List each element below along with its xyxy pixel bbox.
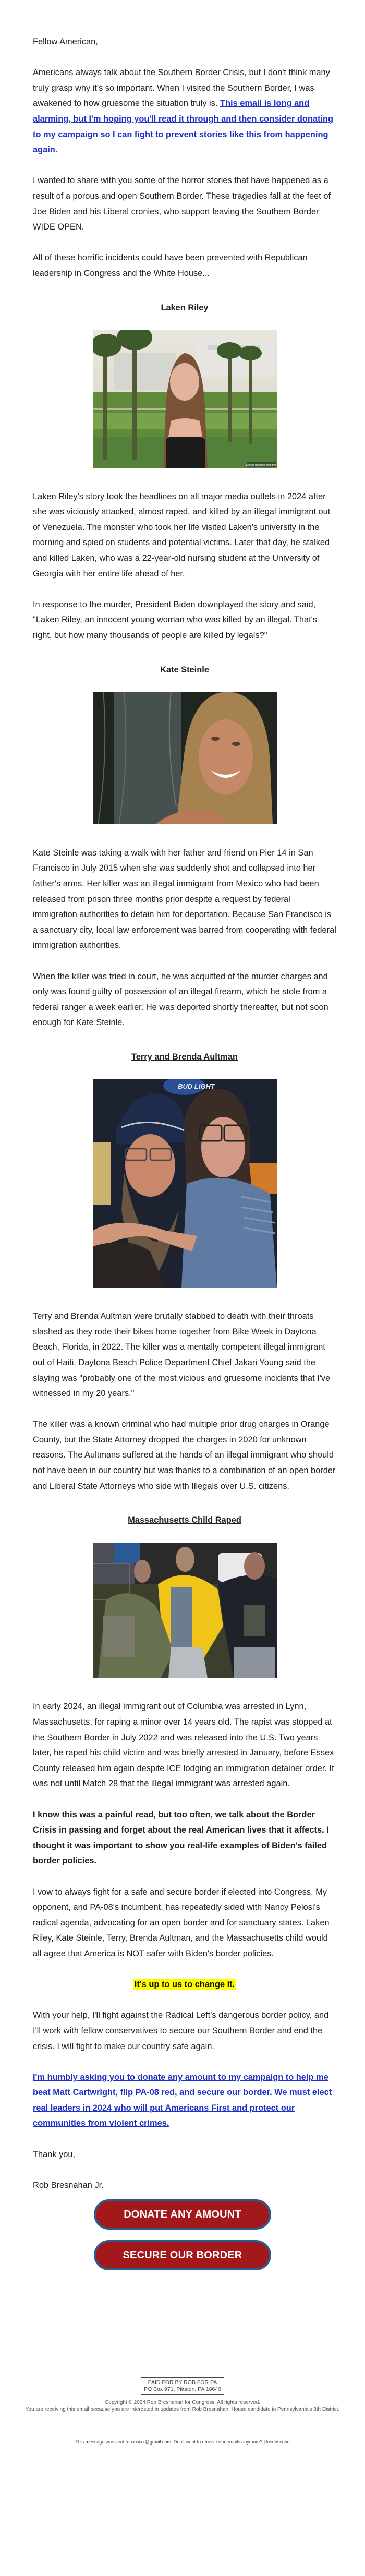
ask-paragraph xyxy=(33,2070,336,2132)
vow-paragraph: I vow to always fight for a safe and secure border if elected into Congress. My opponent, and PA-08's incumbent, has repeatedly sided with Nancy Pelosi's radical agenda, advocating for an open border and for sanctuary states. Laken Riley, Kate Steinle, Terry, Brenda Aultman, and the Massachusetts child would all agree that America is NOT safer with Biden's border policies. xyxy=(33,1887,330,1958)
prevented-paragraph: All of these horrific incidents could have been prevented with Republican leadership in Congress and the White House... xyxy=(33,253,308,278)
photo-credit: Kassar Rogers/Sofiandme xyxy=(246,464,276,467)
laken-riley-photo xyxy=(93,330,277,468)
horror-paragraph: I wanted to share with you some of the horror stories that have happened as a result of a porous and open Southern Border. These tragedies fall at the feet of Joe Biden and his Liberal cronies, who support leaving the Southern Border WIDE OPEN. xyxy=(33,176,331,232)
aultman-image xyxy=(93,1079,277,1288)
intro-donate-link[interactable]: This email is long and alarming, but I'm hoping you'll read it through and then consider donating to my campaign so I can fight to prevent stories like this from happening again. xyxy=(33,99,334,155)
laken-riley-image xyxy=(93,330,277,468)
unsubscribe-link[interactable]: Unsubscribe xyxy=(263,2439,290,2445)
kate-steinle-paragraph-2: When the killer was tried in court, he was acquitted of the murder charges and only was found guilty of possession of an illegal firearm, which he stole from a federal ranger a week earlier. He was deported shortly thereafter, but not soon enough for Kate Steinle. xyxy=(33,971,328,1028)
story-photo-kate-steinle-wrap xyxy=(33,692,336,830)
bottom-spacer xyxy=(0,2446,365,2576)
story-photo-laken-riley-wrap xyxy=(33,330,336,474)
laken-riley-paragraph-1: Laken Riley's story took the headlines on all major media outlets in 2024 after she was viciously attacked, almost raped, and killed by an illegal immigrant out of Venezuela. The monster who took her life visited Laken's university in the morning and spied on students and potential victims. Later that day, he stalked and killed Laken, who was a 22-year-old nursing student at the University of Georgia with her entire life ahead of her. xyxy=(33,491,331,579)
massachusetts-paragraph-1: In early 2024, an illegal immigrant out of Columbia was arrested in Lynn, Massachusetts, for raping a minor over 14 years old. The rapist was stopped at the Southern Border in July 2022 and was released into the U.S. Two years later, he raped his child victim and was briefly arrested in January, before Essex County released him again despite ICE lodging an immigration detainer order. It was not until Match 28 that the illegal immigrant was arrested again. xyxy=(33,1702,334,1789)
aultman-photo xyxy=(93,1079,277,1288)
story-heading-aultman: Terry and Brenda Aultman xyxy=(131,1052,238,1062)
secure-our-border-button[interactable]: SECURE OUR BORDER xyxy=(94,2240,271,2270)
aultman-paragraph-1: Terry and Brenda Aultman were brutally stabbed to death with their throats slashed as they rode their bikes home together from Bike Week in Daytona Beach, Florida, in 2022. The killer was a mentally competent illegal immigrant out of Haiti. Daytona Beach Police Department Chief Jakari Young said the slaying was "probably one of the most vicious and gruesome incidents that I've witnessed in my 20 years." xyxy=(33,1311,331,1399)
closing: Thank you, xyxy=(33,2149,76,2159)
subscription-reason: You are receiving this email because you are interested in updates from Rob Bresnahan, House candidate in Pennsylvania's 8th District. xyxy=(25,2406,340,2413)
massachusetts-arrest-photo xyxy=(93,1543,277,1678)
massachusetts-arrest-image xyxy=(93,1543,277,1678)
ask-donate-link[interactable]: I'm humbly asking you to donate any amount to my campaign to help me beat Matt Cartwright, flip PA-08 red, and secure our border. We must elect real leaders in 2024 who will put Americans First and protect our communities from violent crimes. xyxy=(33,2072,332,2128)
intro-paragraph xyxy=(33,65,336,158)
paid-for-line-2: PO Box 971, Pittston, PA 18640 xyxy=(143,2386,222,2393)
painful-read-paragraph: I know this was a painful read, but too often, we talk about the Border Crisis in passing and forget about the real American lives that it affects. I thought it was important to show you real-life examples of Biden's failed border policies. xyxy=(33,1810,329,1866)
laken-riley-paragraph-2: In response to the murder, President Biden downplayed the story and said, "Laken Riley, an innocent young woman who was killed by an illegal. That's right, but how many thousands of people are killed by legals?" xyxy=(33,599,317,641)
aultman-paragraph-2: The killer was a known criminal who had multiple prior drug charges in Orange County, but the State Attorney dropped the charges in 2020 for unknown reasons. The Aultmans suffered at the hands of an illegal immigrant who should not have been in our country but was thanks to a combination of an open border and Liberal State Attorneys who side with Illegals over U.S. citizens. xyxy=(33,1419,336,1491)
highlight-callout xyxy=(33,1977,336,1993)
story-heading-laken-riley: Laken Riley xyxy=(161,303,209,312)
paid-for-disclaimer xyxy=(141,2377,224,2395)
unsubscribe-line xyxy=(0,2439,365,2446)
intro-text: Americans always talk about the Southern Border Crisis, but I don't think many truly grasp why it's so important. When I visited the Southern Border, I was awakened to how gruesome the situation truly is. xyxy=(33,68,330,109)
copyright: Copyright © 2024 Rob Bresnahan for Congress, All rights reserved. xyxy=(104,2400,261,2406)
bud-light-sign: BUD LIGHT xyxy=(177,1082,215,1090)
signature: Rob Bresnahan Jr. xyxy=(33,2180,104,2190)
kate-steinle-photo xyxy=(93,692,277,824)
story-photo-aultman-wrap xyxy=(33,1079,336,1294)
story-photo-massachusetts-wrap xyxy=(33,1543,336,1684)
email-footer xyxy=(0,2377,365,2576)
story-heading-kate-steinle: Kate Steinle xyxy=(160,665,209,675)
greeting: Fellow American, xyxy=(33,37,98,46)
cta-buttons xyxy=(0,2199,365,2270)
donate-any-amount-button[interactable]: DONATE ANY AMOUNT xyxy=(94,2199,271,2230)
help-paragraph: With your help, I'll fight against the Radical Left's dangerous border policy, and I'll work with fellow conservatives to secure our Southern Border and end the crisis. I will fight to make our country safe again. xyxy=(33,2011,329,2051)
paid-for-line-1: PAID FOR BY ROB FOR PA xyxy=(148,2379,217,2386)
kate-steinle-paragraph-1: Kate Steinle was taking a walk with her father and friend on Pier 14 in San Francisco in July 2015 when she was suddenly shot and collapsed into her father's arms. Her killer was an illegal immigrant from Mexico who had been released from prison three months prior despite a request by federal immigration authorities to detain him for deportation. Because San Francisco is a sanctuary city, local law enforcement was barred from cooperating with federal immigration authorities. xyxy=(33,848,336,950)
kate-steinle-image xyxy=(93,692,277,824)
story-heading-massachusetts: Massachusetts Child Raped xyxy=(128,1515,241,1525)
sent-to-text: This message was sent to xxxxxx@gmail.com. Don't want to receive our emails anymore? xyxy=(75,2439,264,2445)
highlight-text: It's up to us to change it. xyxy=(134,1980,235,1990)
